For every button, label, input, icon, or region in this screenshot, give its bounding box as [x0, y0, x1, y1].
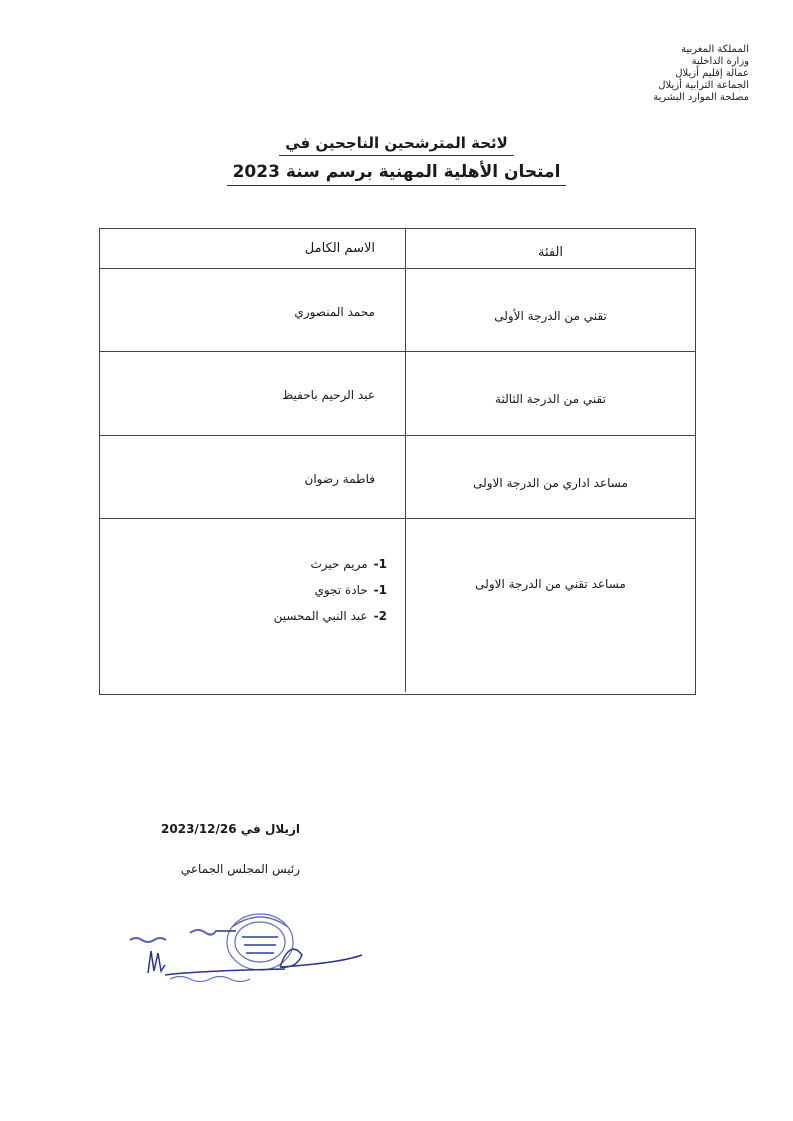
stamp-and-signature-image: [120, 905, 370, 985]
title-line1-text: لائحة المترشحين الناجحين في: [279, 134, 514, 156]
list-number: 2-: [373, 609, 387, 623]
list-item: [100, 557, 387, 571]
stamp-header-scribble: [130, 930, 236, 942]
document-title-line2: [0, 162, 793, 186]
signatory-title: رئيس المجلس الجماعي: [180, 862, 300, 876]
header-full-name: الاسم الكامل: [304, 241, 375, 256]
official-stamp: [227, 914, 293, 970]
table-row: [100, 519, 695, 692]
row-name: فاطمة رضوان: [304, 472, 375, 486]
table-header-row: [100, 229, 695, 269]
letterhead-line: مصلحة الموارد البشرية: [653, 92, 749, 103]
table-row: [100, 269, 695, 352]
table-row: [100, 436, 695, 519]
row-name: محمد المنصوري: [294, 305, 375, 319]
place-and-date: ازيلال في 2023/12/26: [161, 822, 300, 836]
letterhead-line: المملكة المغربية: [681, 44, 749, 55]
list-item: [100, 609, 387, 623]
row-category: مساعد تقني من الدرجة الاولى: [405, 519, 695, 692]
stamp-name-scribble: [170, 977, 250, 982]
title-line2-text: امتحان الأهلية المهنية برسم سنة 2023: [227, 162, 567, 186]
list-number: 1-: [373, 557, 387, 571]
list-item: [100, 583, 387, 597]
row-category: مساعد اداري من الدرجة الاولى: [405, 436, 695, 518]
list-name: عبد النبي المحسين: [273, 609, 368, 623]
table-row: [100, 352, 695, 436]
header-category: الفئة: [405, 229, 695, 268]
row-category: تقني من الدرجة الثالثة: [405, 352, 695, 435]
list-name: مريم حيرث: [310, 557, 368, 571]
letterhead-line: عمالة إقليم أزيلال: [675, 68, 749, 79]
results-table: [99, 228, 696, 695]
row-category: تقني من الدرجة الأولى: [405, 269, 695, 351]
list-number: 1-: [373, 583, 387, 597]
row-name: عبد الرحيم باحفيظ: [282, 388, 375, 402]
row-names: [100, 519, 405, 692]
document-title-line1: [0, 134, 793, 156]
letterhead: [549, 44, 749, 104]
letterhead-line: وزارة الداخلية: [691, 56, 749, 67]
letterhead-line: الجماعة الترابية أزيلال: [658, 80, 749, 91]
list-name: حادة تجوي: [314, 583, 368, 597]
names-list: [100, 557, 387, 623]
